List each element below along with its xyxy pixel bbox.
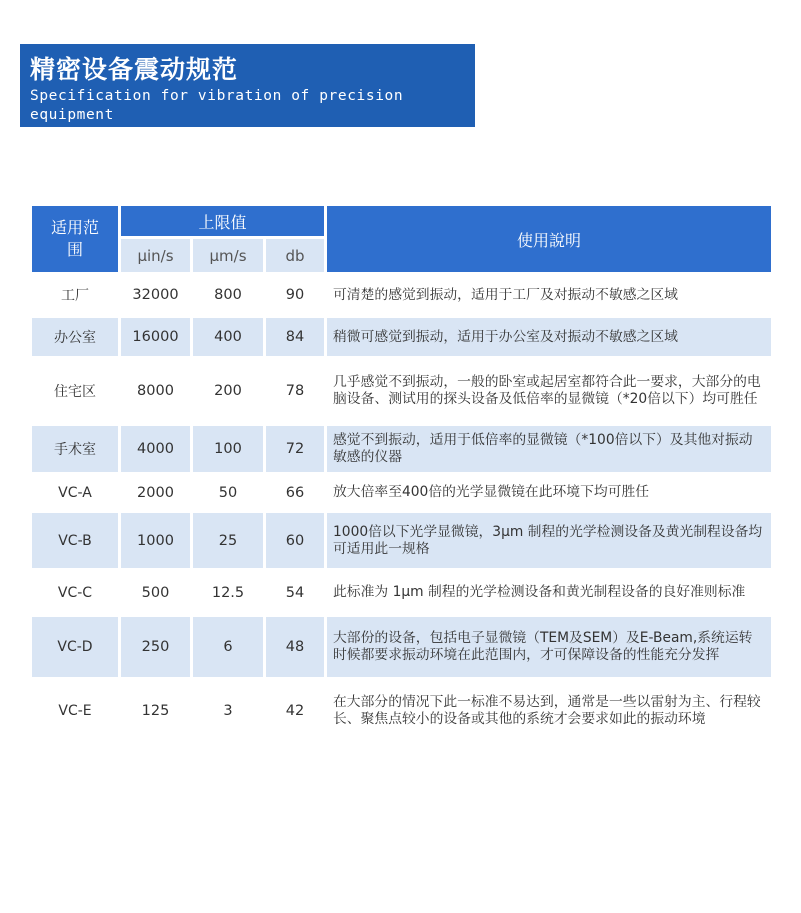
row-desc: 几乎感觉不到振动，一般的卧室或起居室都符合此一要求，大部分的电脑设备、测试用的探头设备及低倍率的显微镜（*20倍以下）均可胜任 xyxy=(327,359,771,423)
row-scope: VC-C xyxy=(32,571,118,614)
title-english: Specification for vibration of precision equipment xyxy=(30,88,404,123)
row-db: 48 xyxy=(266,617,324,677)
header-scope: 适用范围 xyxy=(32,206,118,272)
header-unit-uin: μin/s xyxy=(121,239,190,272)
row-uin: 16000 xyxy=(121,318,190,356)
row-um: 3 xyxy=(193,680,263,741)
row-um: 200 xyxy=(193,359,263,423)
row-um: 100 xyxy=(193,426,263,472)
table-row xyxy=(32,617,771,677)
row-um: 12.5 xyxy=(193,571,263,614)
row-scope: 手术室 xyxy=(32,426,118,472)
row-scope: VC-D xyxy=(32,617,118,677)
row-scope: 住宅区 xyxy=(32,359,118,423)
table-row xyxy=(32,275,771,315)
row-uin: 1000 xyxy=(121,513,190,568)
row-um: 25 xyxy=(193,513,263,568)
row-um: 400 xyxy=(193,318,263,356)
row-uin: 32000 xyxy=(121,275,190,315)
table-row xyxy=(32,513,771,568)
row-db: 84 xyxy=(266,318,324,356)
row-db: 90 xyxy=(266,275,324,315)
table-row xyxy=(32,318,771,356)
header-unit-um: μm/s xyxy=(193,239,263,272)
row-scope: VC-E xyxy=(32,680,118,741)
row-uin: 8000 xyxy=(121,359,190,423)
row-scope: 办公室 xyxy=(32,318,118,356)
row-db: 60 xyxy=(266,513,324,568)
row-scope: VC-B xyxy=(32,513,118,568)
row-db: 42 xyxy=(266,680,324,741)
row-desc: 感觉不到振动，适用于低倍率的显微镜（*100倍以下）及其他对振动敏感的仪器 xyxy=(327,426,771,472)
row-desc: 1000倍以下光学显微镜，3μm 制程的光学检测设备及黄光制程设备均可适用此一规格 xyxy=(327,513,771,568)
row-uin: 2000 xyxy=(121,475,190,510)
row-desc: 放大倍率至400倍的光学显微镜在此环境下均可胜任 xyxy=(327,475,771,510)
row-uin: 500 xyxy=(121,571,190,614)
table-row xyxy=(32,426,771,472)
row-db: 66 xyxy=(266,475,324,510)
table-row xyxy=(32,680,771,741)
row-desc: 可清楚的感觉到振动，适用于工厂及对振动不敏感之区域 xyxy=(327,275,771,315)
header-unit-db: db xyxy=(266,239,324,272)
vibration-spec-table xyxy=(29,203,774,744)
row-desc: 此标准为 1μm 制程的光学检测设备和黄光制程设备的良好准则标准 xyxy=(327,571,771,614)
title-banner xyxy=(20,44,475,127)
row-uin: 250 xyxy=(121,617,190,677)
row-db: 78 xyxy=(266,359,324,423)
header-usage: 使用說明 xyxy=(327,206,771,272)
title-chinese: 精密设备震动规范 xyxy=(30,55,239,84)
row-um: 6 xyxy=(193,617,263,677)
row-desc: 大部份的设备，包括电子显微镜（TEM及SEM）及E-Beam,系统运转时候都要求振动环境在此范围内，才可保障设备的性能充分发挥 xyxy=(327,617,771,677)
row-db: 54 xyxy=(266,571,324,614)
row-scope: 工厂 xyxy=(32,275,118,315)
header-limit: 上限值 xyxy=(121,206,324,236)
row-db: 72 xyxy=(266,426,324,472)
row-um: 50 xyxy=(193,475,263,510)
table-row xyxy=(32,359,771,423)
row-uin: 4000 xyxy=(121,426,190,472)
row-scope: VC-A xyxy=(32,475,118,510)
table-row xyxy=(32,475,771,510)
table-row xyxy=(32,571,771,614)
row-desc: 在大部分的情况下此一标准不易达到，通常是一些以雷射为主、行程较长、聚焦点较小的设备或其他的系统才会要求如此的振动环境 xyxy=(327,680,771,741)
row-uin: 125 xyxy=(121,680,190,741)
row-um: 800 xyxy=(193,275,263,315)
row-desc: 稍微可感觉到振动，适用于办公室及对振动不敏感之区域 xyxy=(327,318,771,356)
